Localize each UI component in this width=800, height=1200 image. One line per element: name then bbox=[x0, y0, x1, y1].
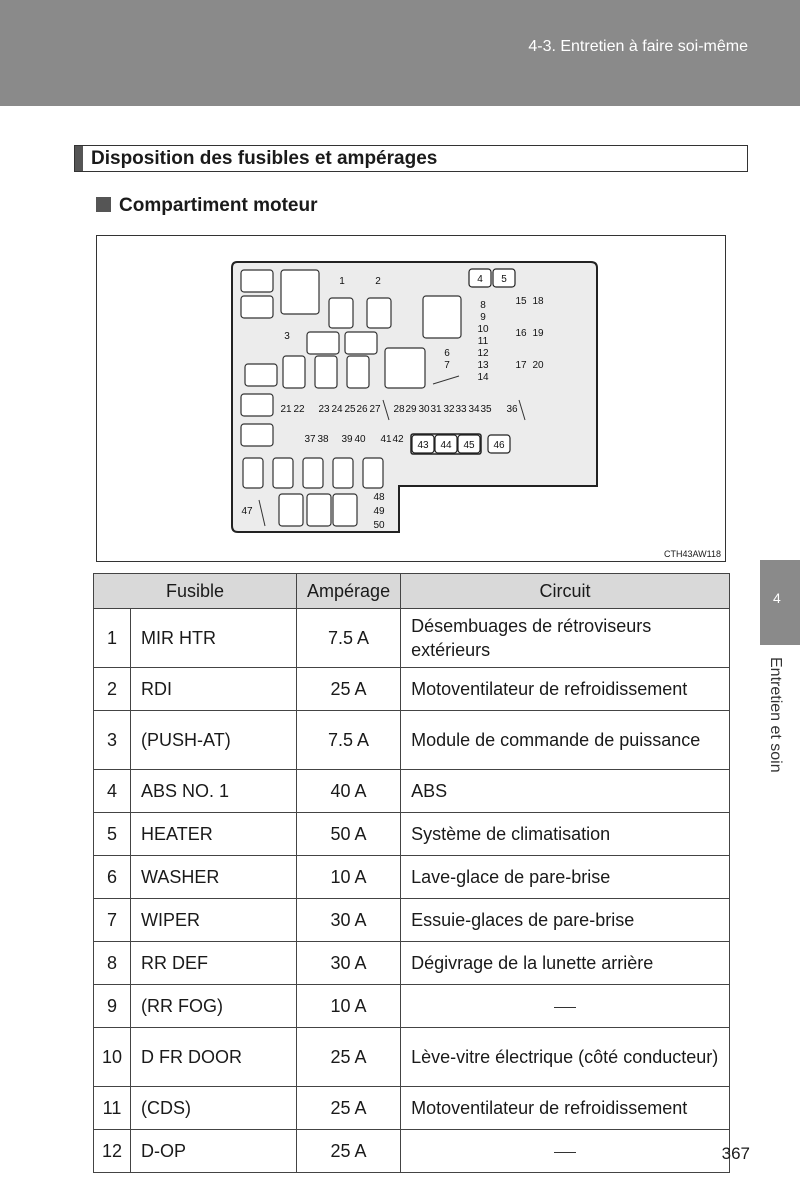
fuse-label: 9 bbox=[480, 312, 486, 323]
fuse-label: 48 bbox=[373, 492, 385, 503]
cell-circuit: Motoventilateur de refroidissement bbox=[401, 668, 730, 711]
fuse-label: 31 bbox=[430, 404, 442, 415]
section-title: 4-3. Entretien à faire soi-même bbox=[528, 38, 748, 55]
relay-block bbox=[241, 394, 273, 416]
cell-name: (CDS) bbox=[131, 1087, 297, 1130]
cell-name: (PUSH-AT) bbox=[131, 711, 297, 770]
subheading-title: Compartiment moteur bbox=[119, 195, 318, 216]
fuse-label: 13 bbox=[477, 360, 489, 371]
cell-num: 5 bbox=[94, 813, 131, 856]
fuse-label: 22 bbox=[293, 404, 305, 415]
cell-amp: 7.5 A bbox=[297, 711, 401, 770]
fuse-label: 4 bbox=[477, 274, 483, 285]
fuse-label: 35 bbox=[480, 404, 492, 415]
fuse-label: 14 bbox=[477, 372, 489, 383]
relay-block bbox=[315, 356, 337, 388]
table-row bbox=[94, 770, 730, 813]
chapter-label: Entretien et soin bbox=[767, 657, 784, 773]
cell-num: 11 bbox=[94, 1087, 131, 1130]
fuse-label: 20 bbox=[532, 360, 544, 371]
heading-accent bbox=[75, 146, 83, 171]
cell-num: 4 bbox=[94, 770, 131, 813]
fuse-label: 24 bbox=[331, 404, 343, 415]
relay-block bbox=[273, 458, 293, 488]
header-circuit: Circuit bbox=[401, 574, 730, 609]
fuse-label: 45 bbox=[463, 440, 475, 451]
fuse-label: 49 bbox=[373, 506, 385, 517]
table-row bbox=[94, 1028, 730, 1087]
cell-name: RR DEF bbox=[131, 942, 297, 985]
relay-block bbox=[241, 296, 273, 318]
fuse-label: 17 bbox=[515, 360, 527, 371]
fuse-label: 23 bbox=[318, 404, 330, 415]
cell-name: WASHER bbox=[131, 856, 297, 899]
relay-block bbox=[363, 458, 383, 488]
cell-circuit: Désembuages de rétroviseurs extérieurs bbox=[401, 609, 730, 668]
cell-num: 9 bbox=[94, 985, 131, 1028]
fuse-label: 37 bbox=[304, 434, 316, 445]
header-amp: Ampérage bbox=[297, 574, 401, 609]
relay-block bbox=[333, 494, 357, 526]
cell-name: ABS NO. 1 bbox=[131, 770, 297, 813]
fuse-label: 6 bbox=[444, 348, 450, 359]
fuse-label: 34 bbox=[468, 404, 480, 415]
subheading bbox=[96, 195, 317, 217]
relay-block bbox=[307, 332, 339, 354]
fuse-label: 25 bbox=[344, 404, 356, 415]
dash-icon bbox=[554, 1007, 576, 1008]
fuse-label: 27 bbox=[369, 404, 381, 415]
cell-amp: 50 A bbox=[297, 813, 401, 856]
cell-circuit bbox=[401, 985, 730, 1028]
fuse-table bbox=[93, 573, 730, 1173]
fuse-label: 28 bbox=[393, 404, 405, 415]
fuse-label: 32 bbox=[443, 404, 455, 415]
cell-num: 8 bbox=[94, 942, 131, 985]
fuse-label: 12 bbox=[477, 348, 489, 359]
relay-block bbox=[243, 458, 263, 488]
fuse-label: 33 bbox=[455, 404, 467, 415]
fuse-label: 43 bbox=[417, 440, 429, 451]
chapter-tab bbox=[760, 560, 800, 645]
fuse-label: 41 bbox=[380, 434, 392, 445]
table-header-row bbox=[94, 574, 730, 609]
fuse-label: 19 bbox=[532, 328, 544, 339]
cell-num: 2 bbox=[94, 668, 131, 711]
cell-name: (RR FOG) bbox=[131, 985, 297, 1028]
table-row bbox=[94, 668, 730, 711]
table-row bbox=[94, 813, 730, 856]
cell-name: D FR DOOR bbox=[131, 1028, 297, 1087]
fuse-label: 42 bbox=[392, 434, 404, 445]
header-fuse: Fusible bbox=[94, 574, 297, 609]
cell-num: 3 bbox=[94, 711, 131, 770]
fuse-label: 39 bbox=[341, 434, 353, 445]
cell-amp: 7.5 A bbox=[297, 609, 401, 668]
section-heading bbox=[74, 145, 748, 172]
fuse-label: 36 bbox=[506, 404, 518, 415]
cell-name: HEATER bbox=[131, 813, 297, 856]
fuse-label: 26 bbox=[356, 404, 368, 415]
cell-circuit: Dégivrage de la lunette arrière bbox=[401, 942, 730, 985]
fuse-label: 44 bbox=[440, 440, 452, 451]
cell-amp: 25 A bbox=[297, 1028, 401, 1087]
table-row bbox=[94, 1087, 730, 1130]
table-body bbox=[94, 609, 730, 1173]
relay-block bbox=[303, 458, 323, 488]
cell-amp: 10 A bbox=[297, 985, 401, 1028]
dash-icon bbox=[554, 1152, 576, 1153]
fuse-label: 7 bbox=[444, 360, 450, 371]
fuse-label: 29 bbox=[405, 404, 417, 415]
fuse-label: 10 bbox=[477, 324, 489, 335]
cell-amp: 10 A bbox=[297, 856, 401, 899]
fuse-label: 38 bbox=[317, 434, 329, 445]
table-row bbox=[94, 711, 730, 770]
fuse-box-drawing bbox=[97, 236, 727, 563]
fuse-label: 30 bbox=[418, 404, 430, 415]
fuse-label: 15 bbox=[515, 296, 527, 307]
figure-code: CTH43AW118 bbox=[663, 549, 721, 559]
cell-name: RDI bbox=[131, 668, 297, 711]
relay-block bbox=[345, 332, 377, 354]
relay-block bbox=[333, 458, 353, 488]
cell-num: 1 bbox=[94, 609, 131, 668]
cell-amp: 40 A bbox=[297, 770, 401, 813]
chapter-number: 4 bbox=[773, 590, 781, 606]
square-bullet-icon bbox=[96, 197, 111, 212]
cell-amp: 25 A bbox=[297, 1087, 401, 1130]
relay-block bbox=[367, 298, 391, 328]
cell-name: MIR HTR bbox=[131, 609, 297, 668]
cell-circuit: Lave-glace de pare-brise bbox=[401, 856, 730, 899]
fuse-label: 47 bbox=[241, 506, 253, 517]
heading-title: Disposition des fusibles et ampérages bbox=[91, 148, 438, 169]
fuse-label: 5 bbox=[501, 274, 507, 285]
fuse-label: 40 bbox=[354, 434, 366, 445]
relay-block bbox=[283, 356, 305, 388]
fuse-label: 1 bbox=[339, 276, 345, 287]
fuse-label: 16 bbox=[515, 328, 527, 339]
table-row bbox=[94, 942, 730, 985]
cell-num: 7 bbox=[94, 899, 131, 942]
relay-block bbox=[307, 494, 331, 526]
cell-circuit: Motoventilateur de refroidissement bbox=[401, 1087, 730, 1130]
cell-name: D-OP bbox=[131, 1130, 297, 1173]
header-bar bbox=[0, 0, 800, 106]
relay-block bbox=[385, 348, 425, 388]
cell-num: 12 bbox=[94, 1130, 131, 1173]
table-row bbox=[94, 1130, 730, 1173]
page-number: 367 bbox=[721, 1144, 750, 1163]
fuse-label: 3 bbox=[284, 331, 290, 342]
relay-block bbox=[423, 296, 461, 338]
table-row bbox=[94, 899, 730, 942]
cell-circuit: Essuie-glaces de pare-brise bbox=[401, 899, 730, 942]
cell-num: 10 bbox=[94, 1028, 131, 1087]
fuse-label: 46 bbox=[493, 440, 505, 451]
relay-block bbox=[241, 270, 273, 292]
cell-amp: 30 A bbox=[297, 899, 401, 942]
relay-block bbox=[281, 270, 319, 314]
cell-circuit bbox=[401, 1130, 730, 1173]
cell-num: 6 bbox=[94, 856, 131, 899]
fuse-label: 18 bbox=[532, 296, 544, 307]
relay-block bbox=[245, 364, 277, 386]
cell-circuit: Système de climatisation bbox=[401, 813, 730, 856]
fuse-label: 21 bbox=[280, 404, 292, 415]
fuse-box-diagram bbox=[96, 235, 726, 562]
relay-block bbox=[241, 424, 273, 446]
cell-circuit: ABS bbox=[401, 770, 730, 813]
cell-amp: 30 A bbox=[297, 942, 401, 985]
fuse-label: 8 bbox=[480, 300, 486, 311]
relay-block bbox=[329, 298, 353, 328]
cell-amp: 25 A bbox=[297, 1130, 401, 1173]
table-row bbox=[94, 856, 730, 899]
cell-circuit: Module de commande de puissance bbox=[401, 711, 730, 770]
cell-name: WIPER bbox=[131, 899, 297, 942]
fuse-label: 50 bbox=[373, 520, 385, 531]
cell-amp: 25 A bbox=[297, 668, 401, 711]
fuse-label: 11 bbox=[477, 336, 489, 347]
table-row bbox=[94, 985, 730, 1028]
table-row bbox=[94, 609, 730, 668]
cell-circuit: Lève-vitre électrique (côté conducteur) bbox=[401, 1028, 730, 1087]
relay-block bbox=[279, 494, 303, 526]
fuse-label: 2 bbox=[375, 276, 381, 287]
relay-block bbox=[347, 356, 369, 388]
